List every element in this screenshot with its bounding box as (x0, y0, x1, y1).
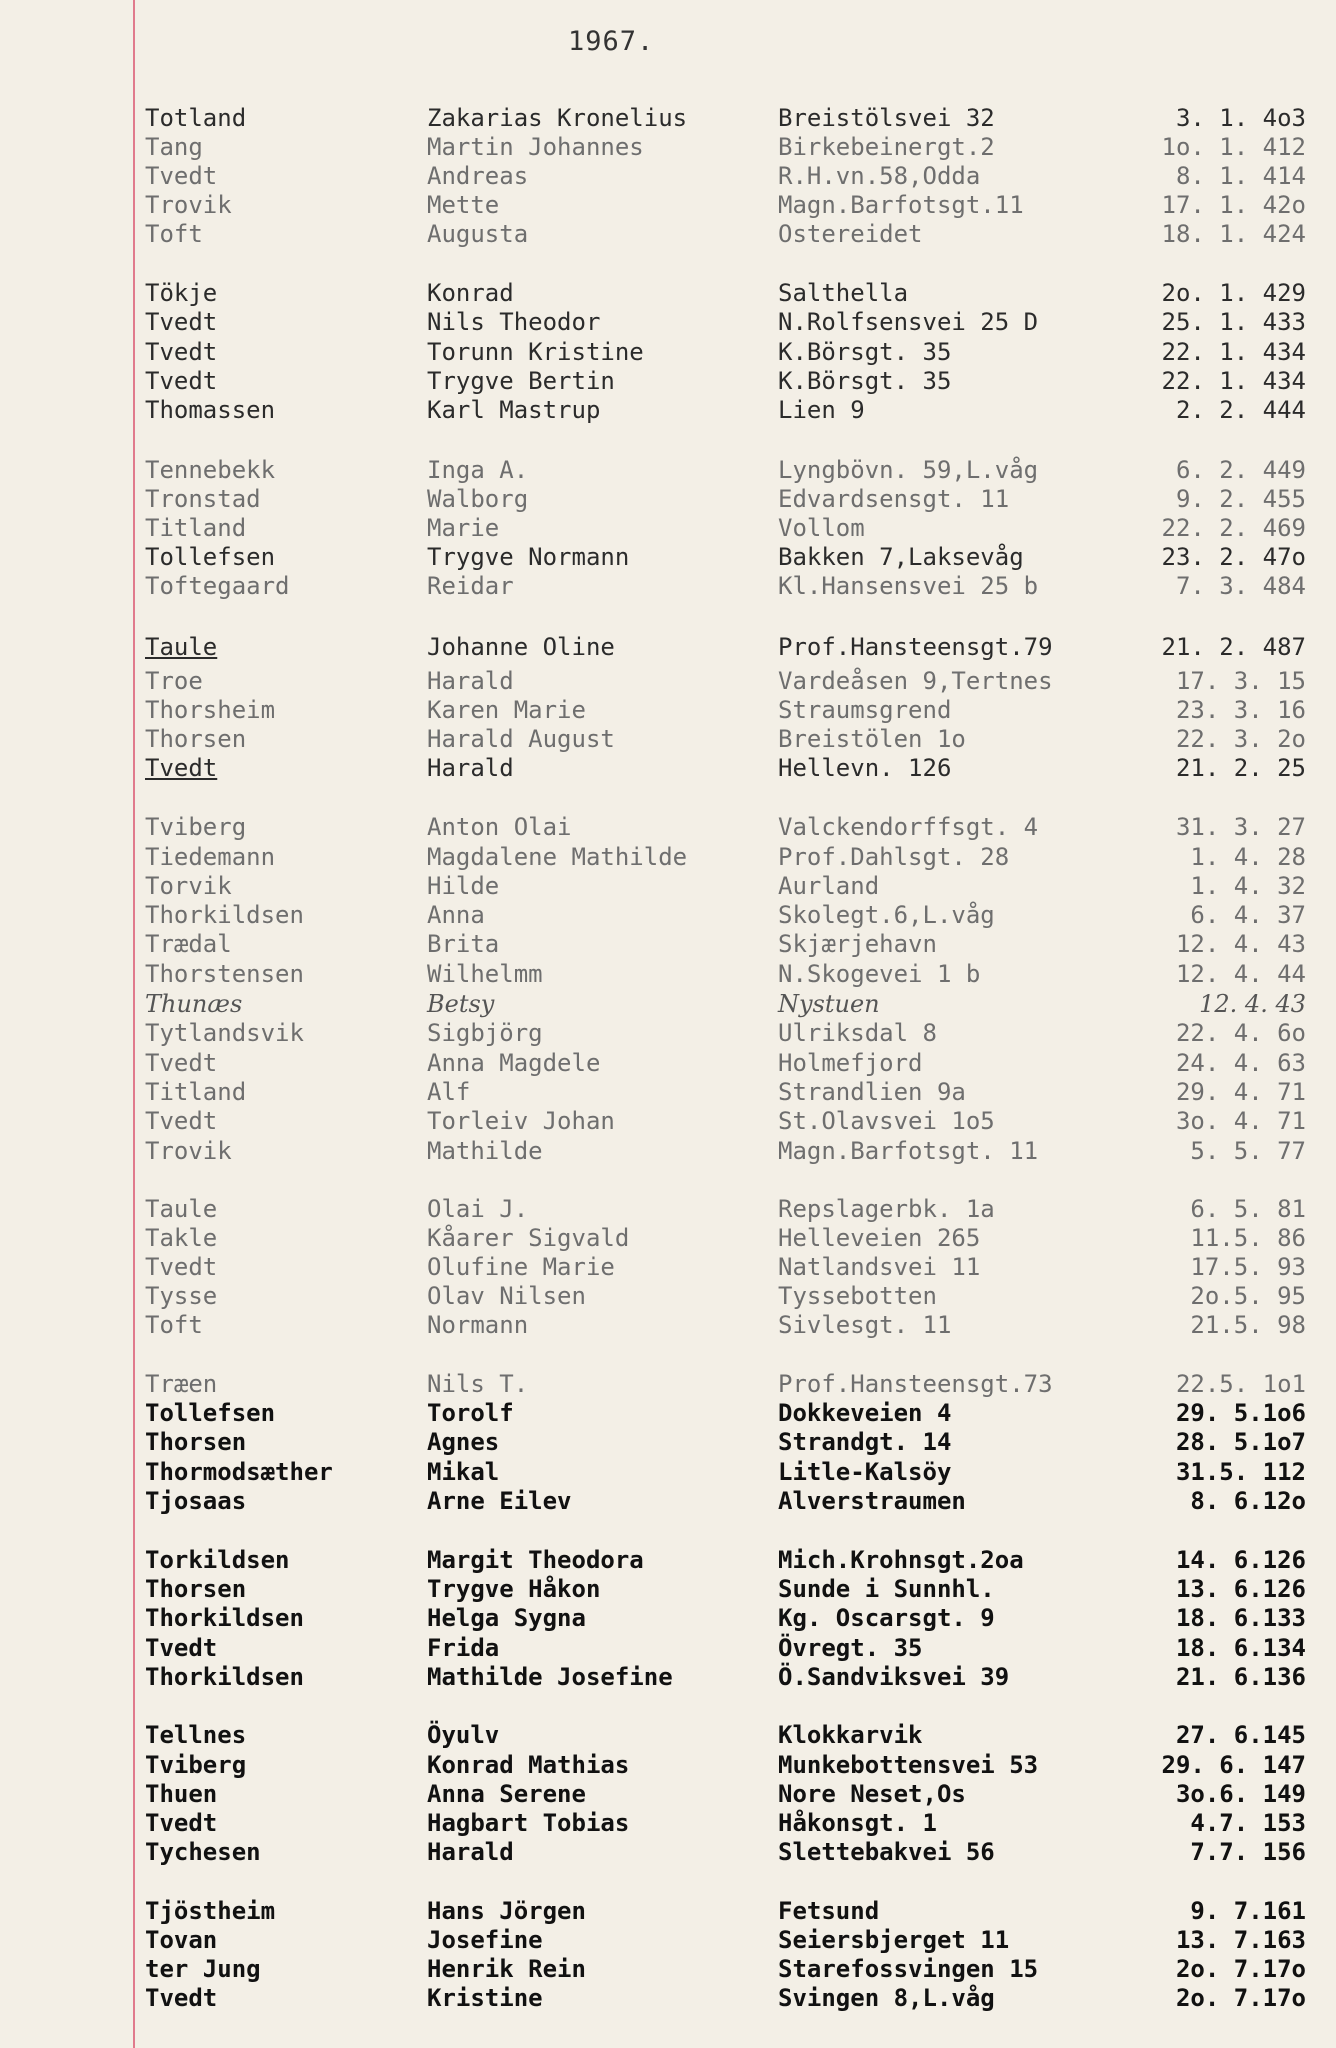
address-cell: Ulriksdal 8 (778, 1019, 937, 1047)
register-row (0, 1984, 1336, 2013)
address-cell: Bakken 7,Laksevåg (778, 543, 1024, 571)
register-row (0, 104, 1336, 133)
surname-cell: ter Jung (145, 1955, 261, 1983)
given-name-cell: Sigbjörg (427, 1019, 543, 1047)
register-row (0, 1282, 1336, 1311)
surname-cell: Tennebekk (145, 456, 276, 484)
register-row (0, 1107, 1336, 1136)
given-name-cell: Olav Nilsen (427, 1282, 586, 1310)
register-row (0, 960, 1336, 989)
address-cell: Fetsund (778, 1897, 880, 1925)
register-row (0, 667, 1336, 696)
date-number-cell: 17. 1. 42o (1161, 191, 1306, 219)
given-name-cell: Martin Johannes (427, 133, 644, 161)
register-row (0, 696, 1336, 725)
date-number-cell: 12. 4. 43 (1175, 930, 1306, 958)
address-cell: Edvardsensgt. 11 (778, 485, 1010, 513)
given-name-cell: Harald August (427, 725, 615, 753)
given-name-cell: Andreas (427, 162, 529, 190)
given-name-cell: Trygve Håkon (427, 1575, 601, 1603)
given-name-cell: Konrad Mathias (427, 1751, 630, 1779)
date-number-cell: 1. 4. 32 (1190, 872, 1306, 900)
page-year: 1967. (568, 26, 655, 57)
surname-cell: Titland (145, 514, 247, 542)
date-number-cell: 31.5. 112 (1175, 1458, 1306, 1486)
address-cell: Alverstraumen (778, 1487, 966, 1515)
register-row (0, 843, 1336, 872)
surname-cell: Trædal (145, 930, 232, 958)
date-number-cell: 22.5. 1o1 (1175, 1370, 1306, 1398)
date-number-cell: 31. 3. 27 (1175, 813, 1306, 841)
date-number-cell: 2o. 7.17o (1175, 1955, 1306, 1983)
register-row (0, 1458, 1336, 1487)
given-name-cell: Anna (427, 901, 485, 929)
surname-cell: Tvedt (145, 754, 218, 782)
surname-cell: Toft (145, 220, 203, 248)
address-cell: K.Börsgt. 35 (778, 367, 952, 395)
surname-cell: Tvedt (145, 367, 218, 395)
date-number-cell: 21. 6.136 (1175, 1663, 1306, 1691)
register-row (0, 514, 1336, 543)
register-row (0, 901, 1336, 930)
address-cell: Breistölsvei 32 (778, 104, 995, 132)
register-row (0, 1195, 1336, 1224)
register-row (0, 338, 1336, 367)
address-cell: Sunde i Sunnhl. (778, 1575, 995, 1603)
address-cell: Nore Neset,Os (778, 1780, 966, 1808)
date-number-cell: 4.7. 153 (1190, 1809, 1306, 1837)
given-name-cell: Zakarias Kronelius (427, 104, 688, 132)
register-row (0, 162, 1336, 191)
address-cell: Lien 9 (778, 396, 865, 424)
date-number-cell: 27. 6.145 (1175, 1721, 1306, 1749)
surname-cell: Tychesen (145, 1838, 261, 1866)
register-row (0, 133, 1336, 162)
given-name-cell: Anton Olai (427, 813, 572, 841)
register-row (0, 279, 1336, 308)
date-number-cell: 22. 2. 469 (1161, 514, 1306, 542)
address-cell: Starefossvingen 15 (778, 1955, 1039, 1983)
given-name-cell: Mathilde (427, 1137, 543, 1165)
given-name-cell: Walborg (427, 485, 529, 513)
date-number-cell: 13. 7.163 (1175, 1926, 1306, 1954)
register-row (0, 1137, 1336, 1166)
date-number-cell: 6. 4. 37 (1190, 901, 1306, 929)
date-number-cell: 2. 2. 444 (1175, 396, 1306, 424)
address-cell: Mich.Krohnsgt.2oa (778, 1546, 1024, 1574)
register-row (0, 396, 1336, 425)
surname-cell: Taule (145, 633, 218, 661)
date-number-cell: 1o. 1. 412 (1161, 133, 1306, 161)
date-number-cell: 14. 6.126 (1175, 1546, 1306, 1574)
address-cell: Kg. Oscarsgt. 9 (778, 1604, 995, 1632)
address-cell: Helleveien 265 (778, 1224, 981, 1252)
address-cell: Skolegt.6,L.våg (778, 901, 995, 929)
given-name-cell: Reidar (427, 572, 514, 600)
surname-cell: Tvedt (145, 338, 218, 366)
given-name-cell: Helga Sygna (427, 1604, 586, 1632)
given-name-cell: Nils T. (427, 1370, 529, 1398)
surname-cell: Thorstensen (145, 960, 304, 988)
date-number-cell: 8. 6.12o (1190, 1487, 1306, 1515)
register-row (0, 1049, 1336, 1078)
register-row (0, 1311, 1336, 1340)
surname-cell: Thormodsæther (145, 1458, 333, 1486)
address-cell: Seiersbjerget 11 (778, 1926, 1010, 1954)
given-name-cell: Trygve Bertin (427, 367, 615, 395)
surname-cell: Thorsheim (145, 696, 276, 724)
address-cell: Prof.Hansteensgt.73 (778, 1370, 1053, 1398)
surname-cell: Takle (145, 1224, 218, 1252)
register-row (0, 543, 1336, 572)
surname-cell: Thorsen (145, 725, 247, 753)
given-name-cell: Anna Serene (427, 1780, 586, 1808)
date-number-cell: 21. 2. 25 (1175, 754, 1306, 782)
date-number-cell: 8. 1. 414 (1175, 162, 1306, 190)
given-name-cell: Marie (427, 514, 500, 542)
surname-cell: Tvedt (145, 308, 218, 336)
register-row (0, 754, 1336, 783)
surname-cell: Trovik (145, 1137, 232, 1165)
given-name-cell: Trygve Normann (427, 543, 630, 571)
given-name-cell: Kristine (427, 1984, 543, 2012)
given-name-cell: Inga A. (427, 456, 529, 484)
register-row (0, 1487, 1336, 1516)
surname-cell: Torkildsen (145, 1546, 290, 1574)
register-row (0, 1575, 1336, 1604)
address-cell: Breistölen 1o (778, 725, 966, 753)
surname-cell: Tvedt (145, 162, 218, 190)
surname-cell: Tysse (145, 1282, 218, 1310)
surname-cell: Træen (145, 1370, 218, 1398)
register-row (0, 1078, 1336, 1107)
address-cell: Vollom (778, 514, 865, 542)
given-name-cell: Konrad (427, 279, 514, 307)
surname-cell: Tviberg (145, 1751, 247, 1779)
given-name-cell: Nils Theodor (427, 308, 601, 336)
date-number-cell: 21.5. 98 (1190, 1311, 1306, 1339)
date-number-cell: 18. 6.133 (1175, 1604, 1306, 1632)
address-cell: Hellevn. 126 (778, 754, 952, 782)
surname-cell: Tviberg (145, 813, 247, 841)
given-name-cell: Anna Magdele (427, 1049, 601, 1077)
given-name-cell: Arne Eilev (427, 1487, 572, 1515)
given-name-cell: Augusta (427, 220, 529, 248)
date-number-cell: 12. 4. 43 (1199, 990, 1306, 1018)
date-number-cell: 5. 5. 77 (1190, 1137, 1306, 1165)
register-row (0, 813, 1336, 842)
given-name-cell: Karl Mastrup (427, 396, 601, 424)
surname-cell: Troe (145, 667, 203, 695)
surname-cell: Thorkildsen (145, 1663, 304, 1691)
register-row (0, 1838, 1336, 1867)
surname-cell: Tiedemann (145, 843, 276, 871)
date-number-cell: 3. 1. 4o3 (1175, 104, 1306, 132)
given-name-cell: Torleiv Johan (427, 1107, 615, 1135)
address-cell: Klokkarvik (778, 1721, 923, 1749)
address-cell: Övregt. 35 (778, 1634, 923, 1662)
address-cell: Holmefjord (778, 1049, 923, 1077)
register-row (0, 1224, 1336, 1253)
surname-cell: Thorkildsen (145, 1604, 304, 1632)
given-name-cell: Betsy (427, 990, 495, 1018)
address-cell: Skjærjehavn (778, 930, 937, 958)
address-cell: Valckendorffsgt. 4 (778, 813, 1039, 841)
date-number-cell: 22. 4. 6o (1175, 1019, 1306, 1047)
address-cell: Birkebeinergt.2 (778, 133, 995, 161)
register-row (0, 1721, 1336, 1750)
register-row (0, 1604, 1336, 1633)
surname-cell: Thorsen (145, 1428, 247, 1456)
given-name-cell: Wilhelmm (427, 960, 543, 988)
address-cell: R.H.vn.58,Odda (778, 162, 981, 190)
date-number-cell: 6. 2. 449 (1175, 456, 1306, 484)
register-row (0, 1809, 1336, 1838)
given-name-cell: Magdalene Mathilde (427, 843, 688, 871)
date-number-cell: 25. 1. 433 (1161, 308, 1306, 336)
surname-cell: Totland (145, 104, 247, 132)
given-name-cell: Mathilde Josefine (427, 1663, 673, 1691)
date-number-cell: 2o. 1. 429 (1161, 279, 1306, 307)
date-number-cell: 29. 4. 71 (1175, 1078, 1306, 1106)
surname-cell: Toftegaard (145, 572, 290, 600)
register-row (0, 572, 1336, 601)
given-name-cell: Mikal (427, 1458, 500, 1486)
surname-cell: Trovik (145, 191, 232, 219)
address-cell: Straumsgrend (778, 696, 952, 724)
given-name-cell: Margit Theodora (427, 1546, 644, 1574)
register-row (0, 633, 1336, 662)
date-number-cell: 23. 2. 47o (1161, 543, 1306, 571)
register-row (0, 1399, 1336, 1428)
register-row (0, 1926, 1336, 1955)
surname-cell: Tovan (145, 1926, 218, 1954)
given-name-cell: Johanne Oline (427, 633, 615, 661)
address-cell: Aurland (778, 872, 880, 900)
surname-cell: Tvedt (145, 1107, 218, 1135)
register-row (0, 1253, 1336, 1282)
register-row (0, 1663, 1336, 1692)
register-row (0, 990, 1336, 1019)
address-cell: Kl.Hansensvei 25 b (778, 572, 1039, 600)
register-row (0, 872, 1336, 901)
register-row (0, 1428, 1336, 1457)
address-cell: Salthella (778, 279, 909, 307)
given-name-cell: Hilde (427, 872, 500, 900)
address-cell: Litle-Kalsöy (778, 1458, 952, 1486)
address-cell: Vardeåsen 9,Tertnes (778, 667, 1053, 695)
surname-cell: Tvedt (145, 1984, 218, 2012)
surname-cell: Tvedt (145, 1634, 218, 1662)
surname-cell: Tang (145, 133, 203, 161)
surname-cell: Torvik (145, 872, 232, 900)
given-name-cell: Frida (427, 1634, 500, 1662)
address-cell: Tyssebotten (778, 1282, 937, 1310)
given-name-cell: Henrik Rein (427, 1955, 586, 1983)
address-cell: Lyngbövn. 59,L.våg (778, 456, 1039, 484)
register-row (0, 308, 1336, 337)
date-number-cell: 11.5. 86 (1190, 1224, 1306, 1252)
surname-cell: Thorkildsen (145, 901, 304, 929)
register-row (0, 456, 1336, 485)
address-cell: N.Skogevei 1 b (778, 960, 981, 988)
date-number-cell: 12. 4. 44 (1175, 960, 1306, 988)
register-row (0, 1780, 1336, 1809)
surname-cell: Thunæs (145, 990, 243, 1018)
address-cell: Prof.Hansteensgt.79 (778, 633, 1053, 661)
surname-cell: Toft (145, 1311, 203, 1339)
address-cell: Nystuen (778, 990, 880, 1018)
date-number-cell: 3o.6. 149 (1175, 1780, 1306, 1808)
date-number-cell: 23. 3. 16 (1175, 696, 1306, 724)
date-number-cell: 18. 6.134 (1175, 1634, 1306, 1662)
register-row (0, 725, 1336, 754)
given-name-cell: Normann (427, 1311, 529, 1339)
date-number-cell: 9. 7.161 (1190, 1897, 1306, 1925)
register-row (0, 191, 1336, 220)
surname-cell: Tvedt (145, 1809, 218, 1837)
address-cell: Sivlesgt. 11 (778, 1311, 952, 1339)
address-cell: Svingen 8,L.våg (778, 1984, 995, 2012)
date-number-cell: 17. 3. 15 (1175, 667, 1306, 695)
date-number-cell: 29. 6. 147 (1161, 1751, 1306, 1779)
surname-cell: Thuen (145, 1780, 218, 1808)
register-row (0, 1019, 1336, 1048)
register-row (0, 1751, 1336, 1780)
address-cell: St.Olavsvei 1o5 (778, 1107, 995, 1135)
surname-cell: Tronstad (145, 485, 261, 513)
surname-cell: Titland (145, 1078, 247, 1106)
given-name-cell: Alf (427, 1078, 471, 1106)
surname-cell: Thorsen (145, 1575, 247, 1603)
given-name-cell: Harald (427, 1838, 514, 1866)
date-number-cell: 7.7. 156 (1190, 1838, 1306, 1866)
address-cell: Slettebakvei 56 (778, 1838, 995, 1866)
given-name-cell: Agnes (427, 1428, 500, 1456)
date-number-cell: 2o. 7.17o (1175, 1984, 1306, 2012)
register-row (0, 220, 1336, 249)
date-number-cell: 22. 1. 434 (1161, 367, 1306, 395)
date-number-cell: 18. 1. 424 (1161, 220, 1306, 248)
given-name-cell: Harald (427, 754, 514, 782)
date-number-cell: 6. 5. 81 (1190, 1195, 1306, 1223)
address-cell: N.Rolfsensvei 25 D (778, 308, 1039, 336)
surname-cell: Taule (145, 1195, 218, 1223)
address-cell: Natlandsvei 11 (778, 1253, 981, 1281)
register-row (0, 1897, 1336, 1926)
given-name-cell: Torolf (427, 1399, 514, 1427)
given-name-cell: Hagbart Tobias (427, 1809, 630, 1837)
date-number-cell: 2o.5. 95 (1190, 1282, 1306, 1310)
given-name-cell: Hans Jörgen (427, 1897, 586, 1925)
given-name-cell: Olufine Marie (427, 1253, 615, 1281)
given-name-cell: Olai J. (427, 1195, 529, 1223)
surname-cell: Tjosaas (145, 1487, 247, 1515)
address-cell: Strandgt. 14 (778, 1428, 952, 1456)
address-cell: Ostereidet (778, 220, 923, 248)
address-cell: Munkebottensvei 53 (778, 1751, 1039, 1779)
surname-cell: Tjöstheim (145, 1897, 276, 1925)
register-row (0, 1955, 1336, 1984)
date-number-cell: 29. 5.1o6 (1175, 1399, 1306, 1427)
address-cell: Magn.Barfotsgt. 11 (778, 1137, 1039, 1165)
address-cell: Ö.Sandviksvei 39 (778, 1663, 1010, 1691)
surname-cell: Tellnes (145, 1721, 247, 1749)
given-name-cell: Kåarer Sigvald (427, 1224, 630, 1252)
surname-cell: Tvedt (145, 1253, 218, 1281)
given-name-cell: Mette (427, 191, 500, 219)
address-cell: Prof.Dahlsgt. 28 (778, 843, 1010, 871)
register-row (0, 1370, 1336, 1399)
given-name-cell: Öyulv (427, 1721, 500, 1749)
date-number-cell: 22. 1. 434 (1161, 338, 1306, 366)
given-name-cell: Brita (427, 930, 500, 958)
register-row (0, 1634, 1336, 1663)
date-number-cell: 13. 6.126 (1175, 1575, 1306, 1603)
date-number-cell: 21. 2. 487 (1161, 633, 1306, 661)
date-number-cell: 9. 2. 455 (1175, 485, 1306, 513)
surname-cell: Tökje (145, 279, 218, 307)
surname-cell: Tollefsen (145, 1399, 276, 1427)
surname-cell: Tvedt (145, 1049, 218, 1077)
address-cell: Repslagerbk. 1a (778, 1195, 995, 1223)
date-number-cell: 7. 3. 484 (1175, 572, 1306, 600)
address-cell: Dokkeveien 4 (778, 1399, 952, 1427)
date-number-cell: 22. 3. 2o (1175, 725, 1306, 753)
date-number-cell: 1. 4. 28 (1190, 843, 1306, 871)
register-row (0, 367, 1336, 396)
surname-cell: Tollefsen (145, 543, 276, 571)
surname-cell: Thomassen (145, 396, 276, 424)
date-number-cell: 17.5. 93 (1190, 1253, 1306, 1281)
date-number-cell: 3o. 4. 71 (1175, 1107, 1306, 1135)
register-row (0, 930, 1336, 959)
given-name-cell: Harald (427, 667, 514, 695)
register-row (0, 1546, 1336, 1575)
address-cell: Håkonsgt. 1 (778, 1809, 937, 1837)
given-name-cell: Karen Marie (427, 696, 586, 724)
date-number-cell: 24. 4. 63 (1175, 1049, 1306, 1077)
register-row (0, 485, 1336, 514)
surname-cell: Tytlandsvik (145, 1019, 304, 1047)
address-cell: Magn.Barfotsgt.11 (778, 191, 1024, 219)
date-number-cell: 28. 5.1o7 (1175, 1428, 1306, 1456)
address-cell: Strandlien 9a (778, 1078, 966, 1106)
address-cell: K.Börsgt. 35 (778, 338, 952, 366)
given-name-cell: Josefine (427, 1926, 543, 1954)
given-name-cell: Torunn Kristine (427, 338, 644, 366)
